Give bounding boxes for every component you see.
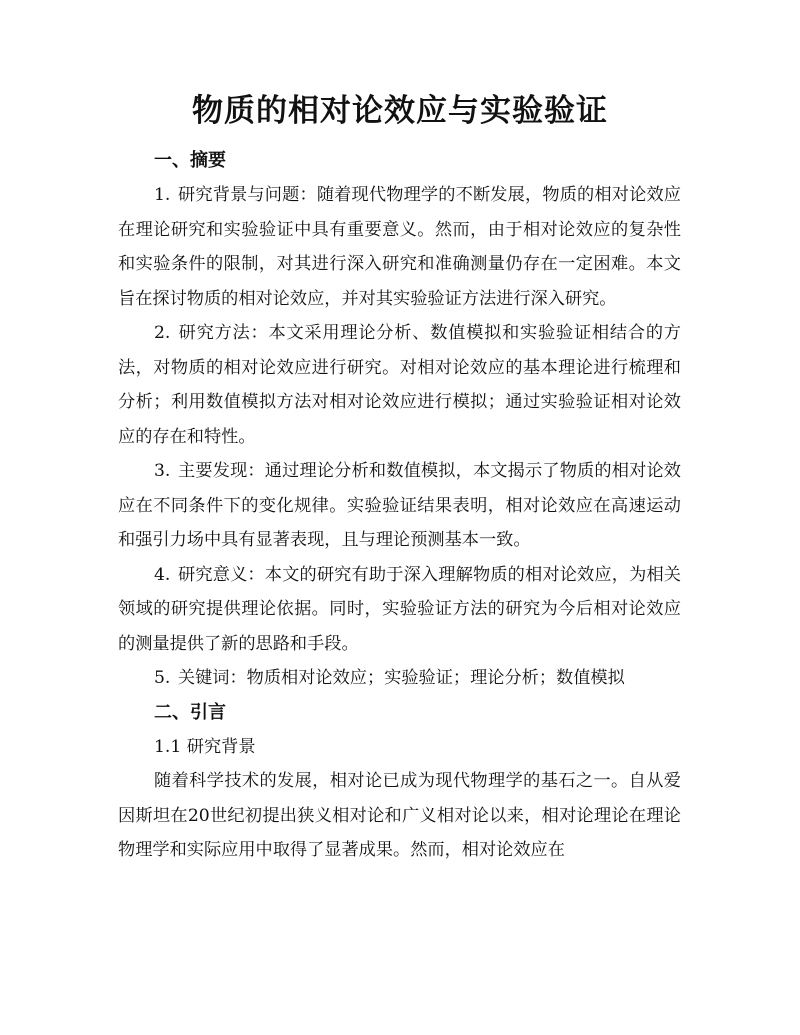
abstract-item-5	[118, 661, 681, 696]
abstract-item-4	[118, 558, 681, 662]
abstract-item-number: 1.	[154, 185, 171, 205]
abstract-item-2	[118, 316, 681, 454]
abstract-item-3	[118, 454, 681, 558]
abstract-item-number: 4.	[154, 564, 171, 585]
abstract-item-text: 研究意义：本文的研究有助于深入理解物质的相对论效应，为相关领域的研究提供理论依据。同时，实验验证方法的研究为今后相对论效应的测量提供了新的思路和手段。	[118, 564, 681, 654]
abstract-item-1	[118, 178, 681, 316]
abstract-item-text: 主要发现：通过理论分析和数值模拟，本文揭示了物质的相对论效应在不同条件下的变化规律。实验验证结果表明，相对论效应在高速运动和强引力场中具有显著表现，且与理论预测基本一致。	[118, 461, 681, 550]
abstract-item-number: 5.	[154, 668, 171, 688]
intro-paragraph: 随着科学技术的发展，相对论已成为现代物理学的基石之一。自从爱因斯坦在20世纪初提出狭义相对论和广义相对论以来，相对论理论在理论物理学和实际应用中取得了显著成果。然而，相对论效应在	[118, 771, 681, 860]
section-heading-intro: 二、引言	[154, 701, 226, 723]
abstract-item-text: 研究背景与问题：随着现代物理学的不断发展，物质的相对论效应在理论研究和实验验证中具有重要意义。然而，由于相对论效应的复杂性和实验条件的限制，对其进行深入研究和准确测量仍存在一定困难。本文旨在探讨物质的相对论效应，并对其实验验证方法进行深入研究。	[118, 185, 681, 309]
abstract-item-number: 3.	[154, 461, 171, 481]
subsection-heading: 1.1 研究背景	[154, 736, 256, 757]
document-body	[118, 144, 681, 868]
abstract-item-text: 关键词：物质相对论效应；实验验证；理论分析；数值模拟	[177, 668, 625, 688]
abstract-item-text: 研究方法：本文采用理论分析、数值模拟和实验验证相结合的方法，对物质的相对论效应进行研究。对相对论效应的基本理论进行梳理和分析；利用数值模拟方法对相对论效应进行模拟；通过实验验证相对论效应的存在和特性。	[118, 323, 681, 447]
section-heading-abstract: 一、摘要	[154, 150, 226, 171]
document-title: 物质的相对论效应与实验验证	[192, 93, 608, 129]
abstract-item-number: 2.	[154, 323, 171, 343]
